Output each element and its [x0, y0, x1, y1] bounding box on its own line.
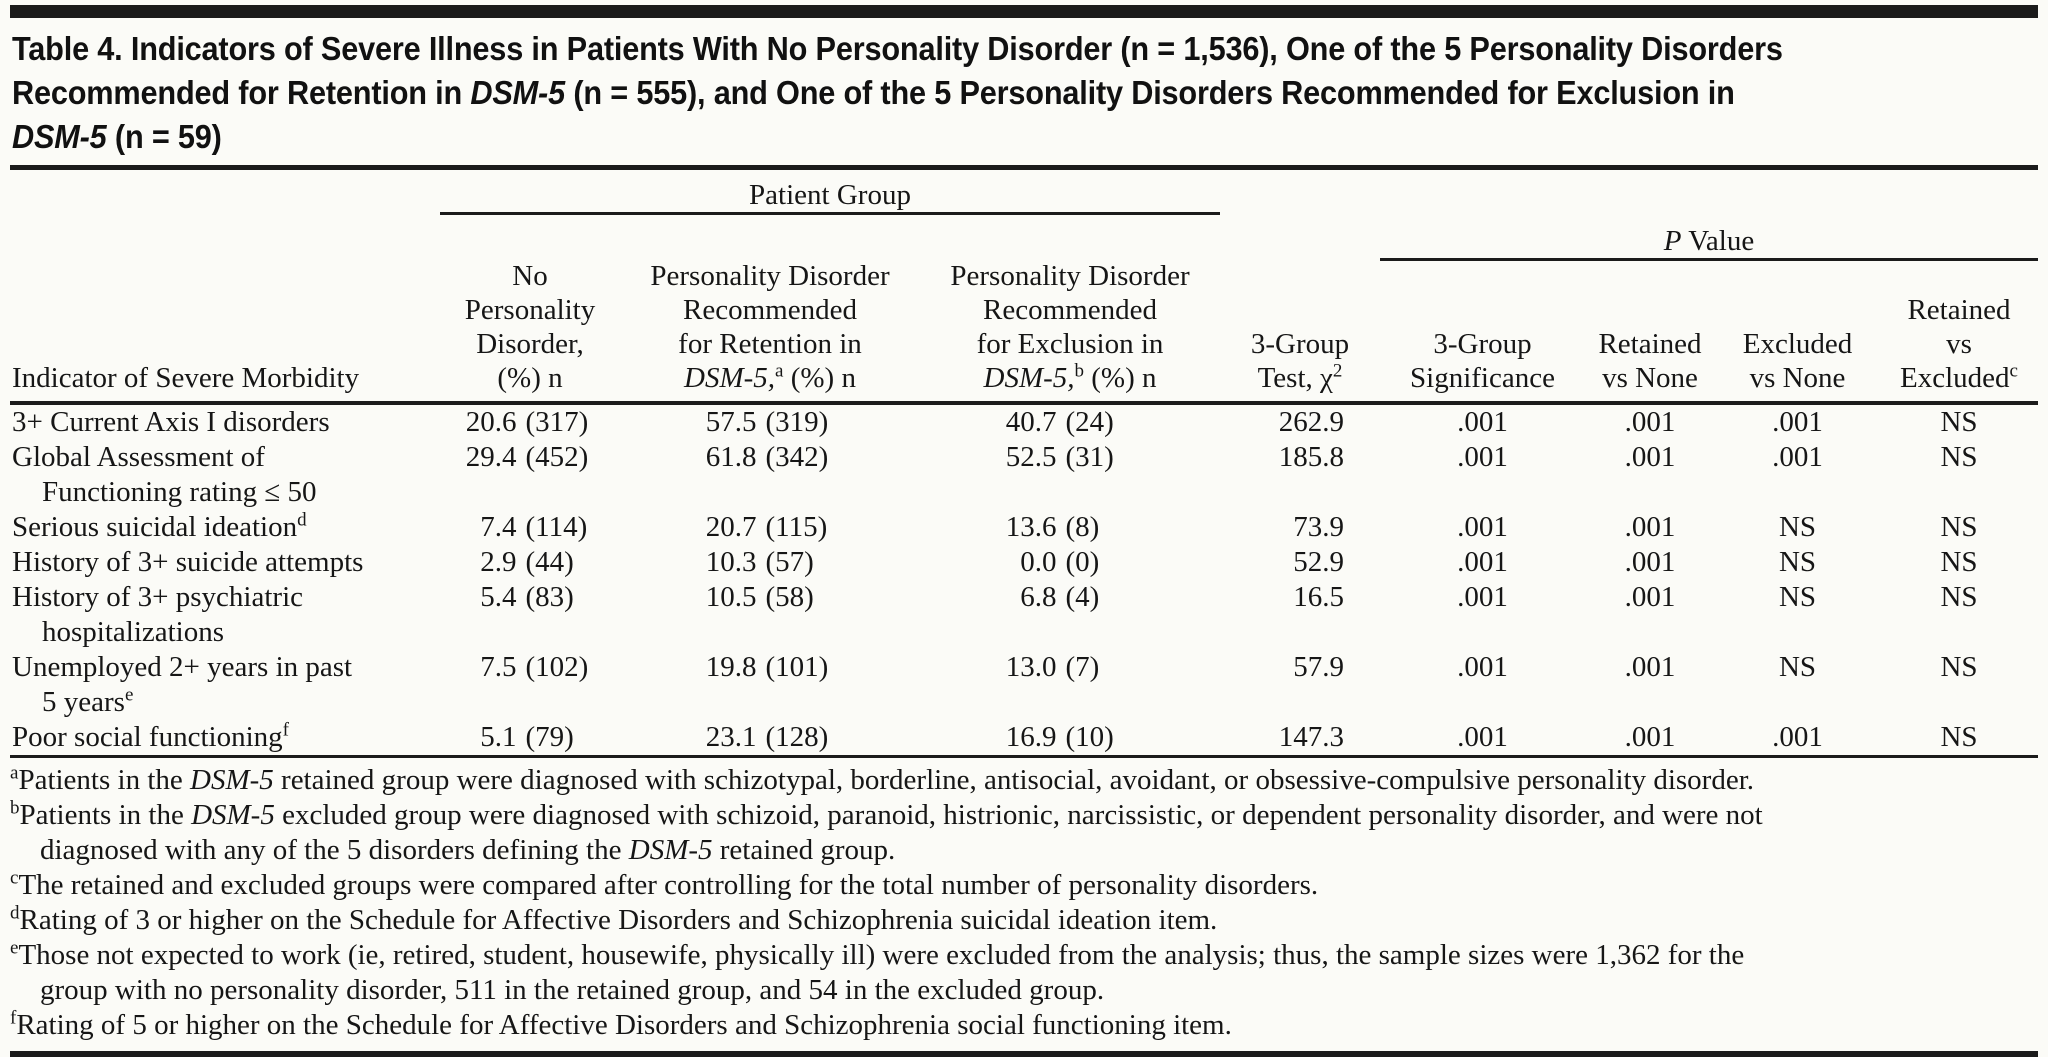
text-line: [12, 115, 1896, 159]
title-rule: [10, 165, 2038, 170]
text-line: [920, 293, 1220, 327]
table-row: [10, 510, 2038, 545]
chi-square-value: 57.9: [1293, 651, 1344, 683]
group-percent-cell: [620, 580, 920, 650]
journal-table-page: [0, 5, 2048, 1057]
text-segment: Personality Disorder: [950, 260, 1190, 292]
text-line: [620, 327, 920, 361]
chi-square-cell: [1220, 545, 1380, 580]
table-row: [10, 545, 2038, 580]
row-label: [10, 580, 440, 650]
text-segment: Rating of 3 or higher on the Schedule for Affective Disorders and Schizophrenia suicidal ideation item.: [19, 904, 1218, 936]
row-label-line: [10, 650, 440, 685]
footnote: [10, 938, 2038, 1008]
text-segment: Those not expected to work (ie, retired, student, housewife, physically ill) were excluded from the analysis; thus, the sample sizes were 1,362 for the: [18, 939, 1745, 971]
p-value-cell: .001: [1772, 721, 1823, 753]
p-value-cell: .001: [1457, 581, 1508, 613]
chi-square-cell: [1220, 720, 1380, 755]
percent-value: 7.4: [480, 511, 517, 543]
top-rule: [10, 5, 2038, 18]
footnote: [10, 1008, 2038, 1043]
text-segment: (%) n: [1084, 362, 1157, 394]
text-line: [620, 361, 920, 395]
group-percent-cell: [620, 440, 920, 510]
text-segment: Patients in the: [19, 799, 192, 831]
percent-n-value: [995, 650, 1146, 685]
footnote: [10, 798, 2038, 868]
footnote: [10, 763, 2038, 798]
group-percent-cell: [440, 440, 620, 510]
group-percent-cell: [440, 580, 620, 650]
row-label-line: [10, 440, 440, 475]
text-segment: History of 3+ psychiatric: [12, 581, 303, 613]
percent-n-value: [995, 510, 1146, 545]
chi-square-value: 185.8: [1278, 441, 1344, 473]
superscript: a: [775, 360, 784, 382]
stub-column-header: Indicator of Severe Morbidity: [10, 172, 440, 403]
n-value: (128): [765, 721, 829, 753]
col-header-3group-significance: [1380, 259, 1585, 403]
spacer-cell: [440, 214, 1220, 260]
percent-value: 23.1: [705, 721, 757, 753]
percent-value: 5.4: [480, 581, 517, 613]
p-value-cell: NS: [1940, 441, 1978, 473]
percent-value: 2.9: [480, 546, 517, 578]
patient-group-spanner: Patient Group: [440, 172, 1220, 214]
group-percent-cell: [440, 720, 620, 755]
text-line: [620, 259, 920, 293]
n-value: (317): [525, 406, 589, 438]
text-segment: vs None: [1602, 362, 1698, 394]
percent-n-value: [995, 405, 1146, 440]
row-label-line: [10, 510, 440, 545]
p-value-cell: NS: [1940, 651, 1978, 683]
p-value-cell: .001: [1457, 406, 1508, 438]
p-value-cell: .001: [1772, 441, 1823, 473]
text-line: [1380, 361, 1585, 395]
table-body: [10, 403, 2038, 755]
group-percent-cell: [920, 720, 1220, 755]
text-segment: Serious suicidal ideation: [12, 511, 298, 543]
p-value-cell: NS: [1940, 581, 1978, 613]
text-segment: retained group were diagnosed with schizotypal, borderline, antisocial, avoidant, or obsessive-compulsive personality disorder.: [273, 764, 1754, 796]
text-segment: (%) n: [783, 362, 856, 394]
text-segment: Value: [1681, 224, 1755, 257]
footnote-line: [10, 868, 2038, 903]
percent-n-value: [455, 720, 606, 755]
percent-value: 13.6: [1005, 511, 1057, 543]
text-line: [12, 71, 1896, 115]
n-value: (31): [1065, 441, 1114, 473]
percent-n-value: [995, 720, 1146, 755]
percent-value: 6.8: [1020, 581, 1057, 613]
n-value: (0): [1065, 546, 1100, 578]
n-value: (102): [525, 651, 589, 683]
chi-square-cell: [1220, 650, 1380, 720]
footnote-line: [10, 973, 2038, 1008]
percent-n-value: [995, 580, 1146, 615]
percent-value: 7.5: [480, 651, 517, 683]
text-segment: DSM-5: [190, 764, 274, 796]
percent-n-value: [995, 545, 1146, 580]
text-segment: for Exclusion in: [976, 328, 1164, 360]
text-segment: History of 3+ suicide attempts: [12, 546, 364, 578]
chi-square-cell: [1220, 440, 1380, 510]
percent-value: 10.5: [705, 581, 757, 613]
group-percent-cell: [620, 545, 920, 580]
chi-square-value: 16.5: [1293, 581, 1344, 613]
text-segment: Patients in the: [18, 764, 191, 796]
group-percent-cell: [440, 510, 620, 545]
text-segment: DSM-5: [628, 834, 713, 866]
spacer-cell: [1220, 172, 1380, 214]
percent-n-value: [455, 545, 606, 580]
text-line: [920, 327, 1220, 361]
group-percent-cell: [920, 650, 1220, 720]
col-header-retained-vs-none: [1585, 259, 1715, 403]
p-value-cell: .001: [1624, 511, 1676, 543]
superscript: f: [10, 1007, 17, 1029]
percent-n-value: [695, 510, 846, 545]
col-header-retention: [620, 259, 920, 403]
n-value: (319): [765, 406, 829, 438]
text-segment: Disorder,: [476, 328, 584, 360]
col-header-retained-vs-excluded: [1880, 259, 2038, 403]
table-header: [10, 172, 2038, 403]
superscript: d: [10, 902, 20, 924]
group-percent-cell: [620, 720, 920, 755]
n-value: (342): [765, 441, 829, 473]
text-segment: P: [1663, 224, 1682, 257]
group-percent-cell: [920, 403, 1220, 440]
group-percent-cell: [920, 545, 1220, 580]
n-value: (44): [525, 546, 574, 578]
table-row: [10, 650, 2038, 720]
percent-value: 40.7: [1005, 406, 1057, 438]
text-segment: Rating of 5 or higher on the Schedule for Affective Disorders and Schizophrenia social functioning item.: [16, 1009, 1232, 1041]
n-value: (83): [525, 581, 574, 613]
footnote-line: [10, 1008, 2038, 1043]
chi-square-value: 262.9: [1278, 406, 1344, 438]
superscript: 2: [1332, 360, 1343, 382]
p-value-cell: NS: [1940, 511, 1978, 543]
text-segment: Functioning rating ≤ 50: [42, 476, 317, 508]
row-label: [10, 545, 440, 580]
n-value: (57): [765, 546, 814, 578]
text-segment: The retained and excluded groups were compared after controlling for the total number of personality disorders.: [18, 869, 1319, 901]
percent-n-value: [995, 440, 1146, 475]
text-segment: 3+ Current Axis I disorders: [12, 406, 330, 438]
spacer-cell: [1220, 214, 1380, 260]
chi-square-value: 147.3: [1278, 721, 1344, 753]
text-segment: DSM-5: [191, 799, 275, 831]
percent-value: 16.9: [1005, 721, 1057, 753]
percent-n-value: [455, 440, 606, 475]
text-segment: No: [512, 260, 548, 292]
n-value: (7): [1065, 651, 1100, 683]
text-segment: Table 4. Indicators of Severe Illness in Patients With No Personality Disorder (n = 1,536), One of the 5 Personality Disorders: [12, 30, 1783, 67]
n-value: (4): [1065, 581, 1100, 613]
p-value-cell: NS: [1778, 581, 1817, 613]
text-segment: Retained: [1907, 294, 2011, 326]
superscript: d: [297, 509, 307, 531]
group-percent-cell: [920, 440, 1220, 510]
chi-square-cell: [1220, 510, 1380, 545]
p-value-cell: .001: [1624, 406, 1676, 438]
p-value-cell: .001: [1457, 546, 1508, 578]
text-line: [1585, 327, 1715, 361]
row-label-line: [10, 405, 440, 440]
p-value-cell: .001: [1457, 511, 1508, 543]
text-line: [12, 27, 1896, 71]
text-segment: for Retention in: [678, 328, 862, 360]
n-value: (101): [765, 651, 829, 683]
n-value: (24): [1065, 406, 1114, 438]
text-segment: 3-Group: [1433, 328, 1532, 360]
col-header-no-pd: [440, 259, 620, 403]
table-title: [10, 18, 2038, 161]
text-segment: DSM-5,: [684, 362, 776, 394]
text-segment: Personality: [464, 294, 596, 326]
text-line: [440, 259, 620, 293]
text-line: [920, 361, 1220, 395]
text-segment: Unemployed 2+ years in past: [12, 651, 353, 683]
superscript: a: [10, 762, 19, 784]
percent-value: 0.0: [1020, 546, 1057, 578]
data-table: [10, 172, 2038, 755]
text-segment: Recommended: [683, 294, 857, 326]
p-value-cell: NS: [1940, 721, 1978, 753]
table-bottom-rule: [10, 755, 2038, 758]
percent-value: 57.5: [705, 406, 757, 438]
footnote-line: [10, 798, 2038, 833]
n-value: (10): [1065, 721, 1114, 753]
row-label: [10, 440, 440, 510]
text-line: [1220, 361, 1380, 395]
chi-square-cell: [1220, 403, 1380, 440]
text-segment: retained group.: [712, 834, 896, 866]
text-line: [1715, 361, 1880, 395]
p-value-cell: NS: [1778, 651, 1817, 683]
n-value: (58): [765, 581, 814, 613]
text-segment: 3-Group: [1250, 328, 1350, 360]
text-segment: Recommended for Retention in: [12, 74, 471, 111]
percent-n-value: [455, 405, 606, 440]
text-line: [1380, 327, 1585, 361]
text-line: [620, 293, 920, 327]
percent-n-value: [695, 440, 846, 475]
p-value-cell: .001: [1457, 441, 1508, 473]
spanner-row-patient-group: [10, 172, 2038, 214]
text-segment: Test, χ: [1257, 362, 1333, 394]
p-value-cell: .001: [1457, 651, 1508, 683]
footnote: [10, 868, 2038, 903]
col-header-exclusion: [920, 259, 1220, 403]
n-value: (452): [525, 441, 589, 473]
text-line: [1880, 361, 2038, 395]
text-segment: DSM-5: [12, 118, 107, 155]
superscript: b: [1074, 360, 1085, 382]
percent-n-value: [455, 580, 606, 615]
text-segment: hospitalizations: [42, 616, 225, 648]
percent-value: 29.4: [465, 441, 517, 473]
superscript: c: [2009, 360, 2018, 382]
row-label-line: [10, 545, 440, 580]
n-value: (114): [525, 511, 588, 543]
col-header-chi-square: [1220, 259, 1380, 403]
row-label-line: [10, 685, 440, 720]
group-percent-cell: [440, 650, 620, 720]
chi-square-value: 52.9: [1293, 546, 1344, 578]
superscript: c: [10, 867, 19, 889]
table-row: [10, 720, 2038, 755]
percent-n-value: [695, 720, 846, 755]
text-segment: Global Assessment of: [12, 441, 265, 473]
text-segment: DSM-5: [470, 74, 565, 111]
superscript: e: [124, 684, 134, 706]
text-segment: Recommended: [983, 294, 1157, 326]
footnotes: [10, 763, 2038, 1043]
text-segment: Significance: [1410, 362, 1555, 394]
text-segment: diagnosed with any of the 5 disorders defining the: [40, 834, 629, 866]
text-line: [440, 327, 620, 361]
text-line: [1880, 327, 2038, 361]
row-label-line: [10, 475, 440, 510]
p-value-cell: .001: [1624, 651, 1676, 683]
p-value-cell: .001: [1457, 721, 1508, 753]
group-percent-cell: [920, 510, 1220, 545]
group-percent-cell: [620, 403, 920, 440]
group-percent-cell: [620, 510, 920, 545]
footnote-line: [10, 763, 2038, 798]
chi-square-cell: [1220, 580, 1380, 650]
p-value-cell: .001: [1624, 721, 1676, 753]
p-value-cell: NS: [1778, 546, 1817, 578]
table-row: [10, 580, 2038, 650]
row-label-line: [10, 615, 440, 650]
percent-value: 20.7: [705, 511, 757, 543]
percent-value: 52.5: [1005, 441, 1057, 473]
row-label-line: [10, 720, 440, 755]
percent-value: 61.8: [705, 441, 757, 473]
group-percent-cell: [920, 580, 1220, 650]
n-value: (79): [525, 721, 574, 753]
text-line: [1715, 327, 1880, 361]
percent-value: 20.6: [465, 406, 517, 438]
table-row: [10, 403, 2038, 440]
text-line: [440, 293, 620, 327]
group-percent-cell: [620, 650, 920, 720]
text-line: [1880, 293, 2038, 327]
text-segment: group with no personality disorder, 511 in the retained group, and 54 in the excluded group.: [40, 974, 1105, 1006]
text-line: [1585, 361, 1715, 395]
row-label: [10, 650, 440, 720]
percent-value: 13.0: [1005, 651, 1057, 683]
table-row: [10, 440, 2038, 510]
text-line: [1220, 327, 1380, 361]
percent-n-value: [455, 510, 606, 545]
percent-value: 10.3: [705, 546, 757, 578]
footnote-line: [10, 903, 2038, 938]
chi-square-value: 73.9: [1293, 511, 1344, 543]
group-percent-cell: [440, 545, 620, 580]
text-segment: (%) n: [497, 362, 563, 394]
p-value-cell: NS: [1940, 406, 1978, 438]
text-segment: vs None: [1749, 362, 1846, 394]
text-line: [440, 361, 620, 395]
row-label: [10, 720, 440, 755]
percent-n-value: [455, 650, 606, 685]
percent-n-value: [695, 580, 846, 615]
superscript: e: [10, 937, 19, 959]
row-label: [10, 403, 440, 440]
p-value-spanner: [1380, 214, 2038, 260]
text-segment: Excluded: [1742, 328, 1853, 360]
text-segment: Retained: [1598, 328, 1702, 360]
row-label: [10, 510, 440, 545]
n-value: (115): [765, 511, 828, 543]
footnote-line: [10, 938, 2038, 973]
percent-n-value: [695, 650, 846, 685]
text-line: [920, 259, 1220, 293]
percent-n-value: [695, 545, 846, 580]
superscript: f: [282, 719, 289, 741]
text-segment: excluded group were diagnosed with schizoid, paranoid, histrionic, narcissistic, or dependent personality disorder, and were not: [274, 799, 1763, 831]
percent-n-value: [695, 405, 846, 440]
text-segment: DSM-5,: [983, 362, 1075, 394]
p-value-cell: NS: [1778, 511, 1817, 543]
p-value-cell: .001: [1624, 581, 1676, 613]
text-segment: vs: [1946, 328, 1972, 360]
text-segment: Poor social functioning: [12, 721, 283, 753]
n-value: (8): [1065, 511, 1100, 543]
superscript: b: [10, 797, 20, 819]
text-segment: 5 years: [42, 686, 125, 718]
p-value-cell: NS: [1940, 546, 1978, 578]
text-segment: Personality Disorder: [650, 260, 890, 292]
p-value-cell: .001: [1624, 441, 1676, 473]
group-percent-cell: [440, 403, 620, 440]
text-segment: (n = 555), and One of the 5 Personality Disorders Recommended for Exclusion in: [564, 74, 1735, 111]
col-header-excluded-vs-none: [1715, 259, 1880, 403]
percent-value: 5.1: [480, 721, 517, 753]
p-value-cell: .001: [1772, 406, 1823, 438]
footnote: [10, 903, 2038, 938]
spacer-cell: [1380, 172, 2038, 214]
footnote-line: [10, 833, 2038, 868]
page-bottom-rule: [10, 1051, 2038, 1057]
p-value-cell: .001: [1624, 546, 1676, 578]
row-label-line: [10, 580, 440, 615]
percent-value: 19.8: [705, 651, 757, 683]
text-segment: (n = 59): [106, 118, 222, 155]
text-segment: Excluded: [1900, 362, 2010, 394]
